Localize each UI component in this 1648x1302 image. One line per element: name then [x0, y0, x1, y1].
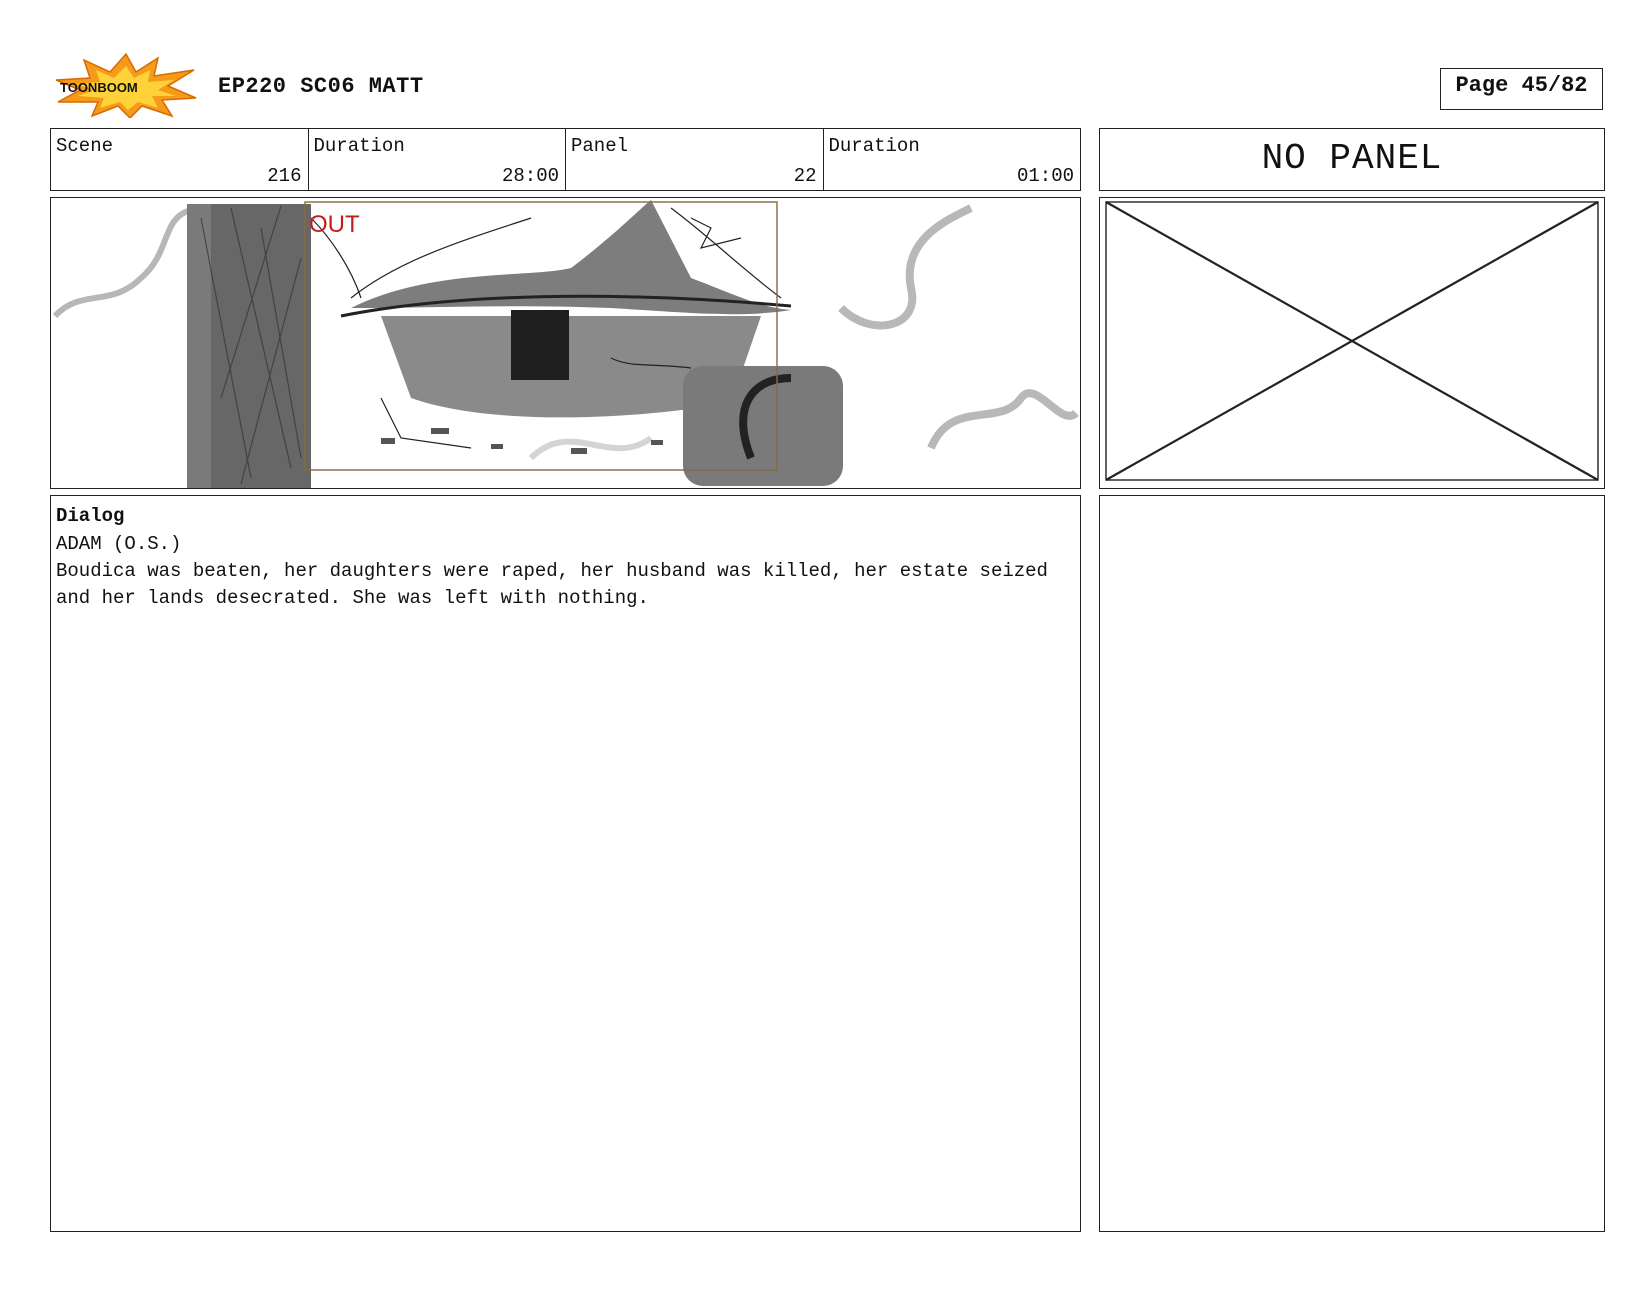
panel-cell — [566, 129, 824, 190]
scene-cell — [51, 129, 309, 190]
page-number: Page 45/82 — [1440, 68, 1603, 110]
scene-label: Scene — [56, 135, 114, 157]
panel-value: 22 — [793, 165, 817, 187]
dialog-section — [50, 495, 1081, 1232]
panel-duration-label: Duration — [828, 135, 920, 157]
scene-duration-value: 28:00 — [501, 165, 559, 187]
info-row — [50, 128, 1081, 191]
empty-panel-placeholder — [1099, 197, 1605, 489]
panel-duration-value: 01:00 — [1016, 165, 1074, 187]
notes-section — [1099, 495, 1605, 1232]
no-panel-title: NO PANEL — [1099, 128, 1605, 191]
toonboom-logo — [54, 52, 198, 118]
panel-duration-cell — [824, 129, 1081, 190]
storyboard-panel-image — [50, 197, 1081, 489]
dialog-text: Boudica was beaten, her daughters were raped, her husband was killed, her estate seized and her lands desecrated. She was left with nothing. — [56, 560, 1048, 609]
logo-text: TOONBOOM — [60, 80, 138, 95]
scene-value: 216 — [267, 165, 302, 187]
dialog-heading: Dialog — [56, 505, 125, 527]
dialog-speaker: ADAM (O.S.) — [56, 533, 182, 555]
document-title: EP220 SC06 MATT — [218, 74, 424, 99]
out-frame-label: OUT — [309, 211, 360, 238]
scene-duration-cell — [309, 129, 567, 190]
panel-label: Panel — [571, 135, 629, 157]
scene-duration-label: Duration — [313, 135, 405, 157]
